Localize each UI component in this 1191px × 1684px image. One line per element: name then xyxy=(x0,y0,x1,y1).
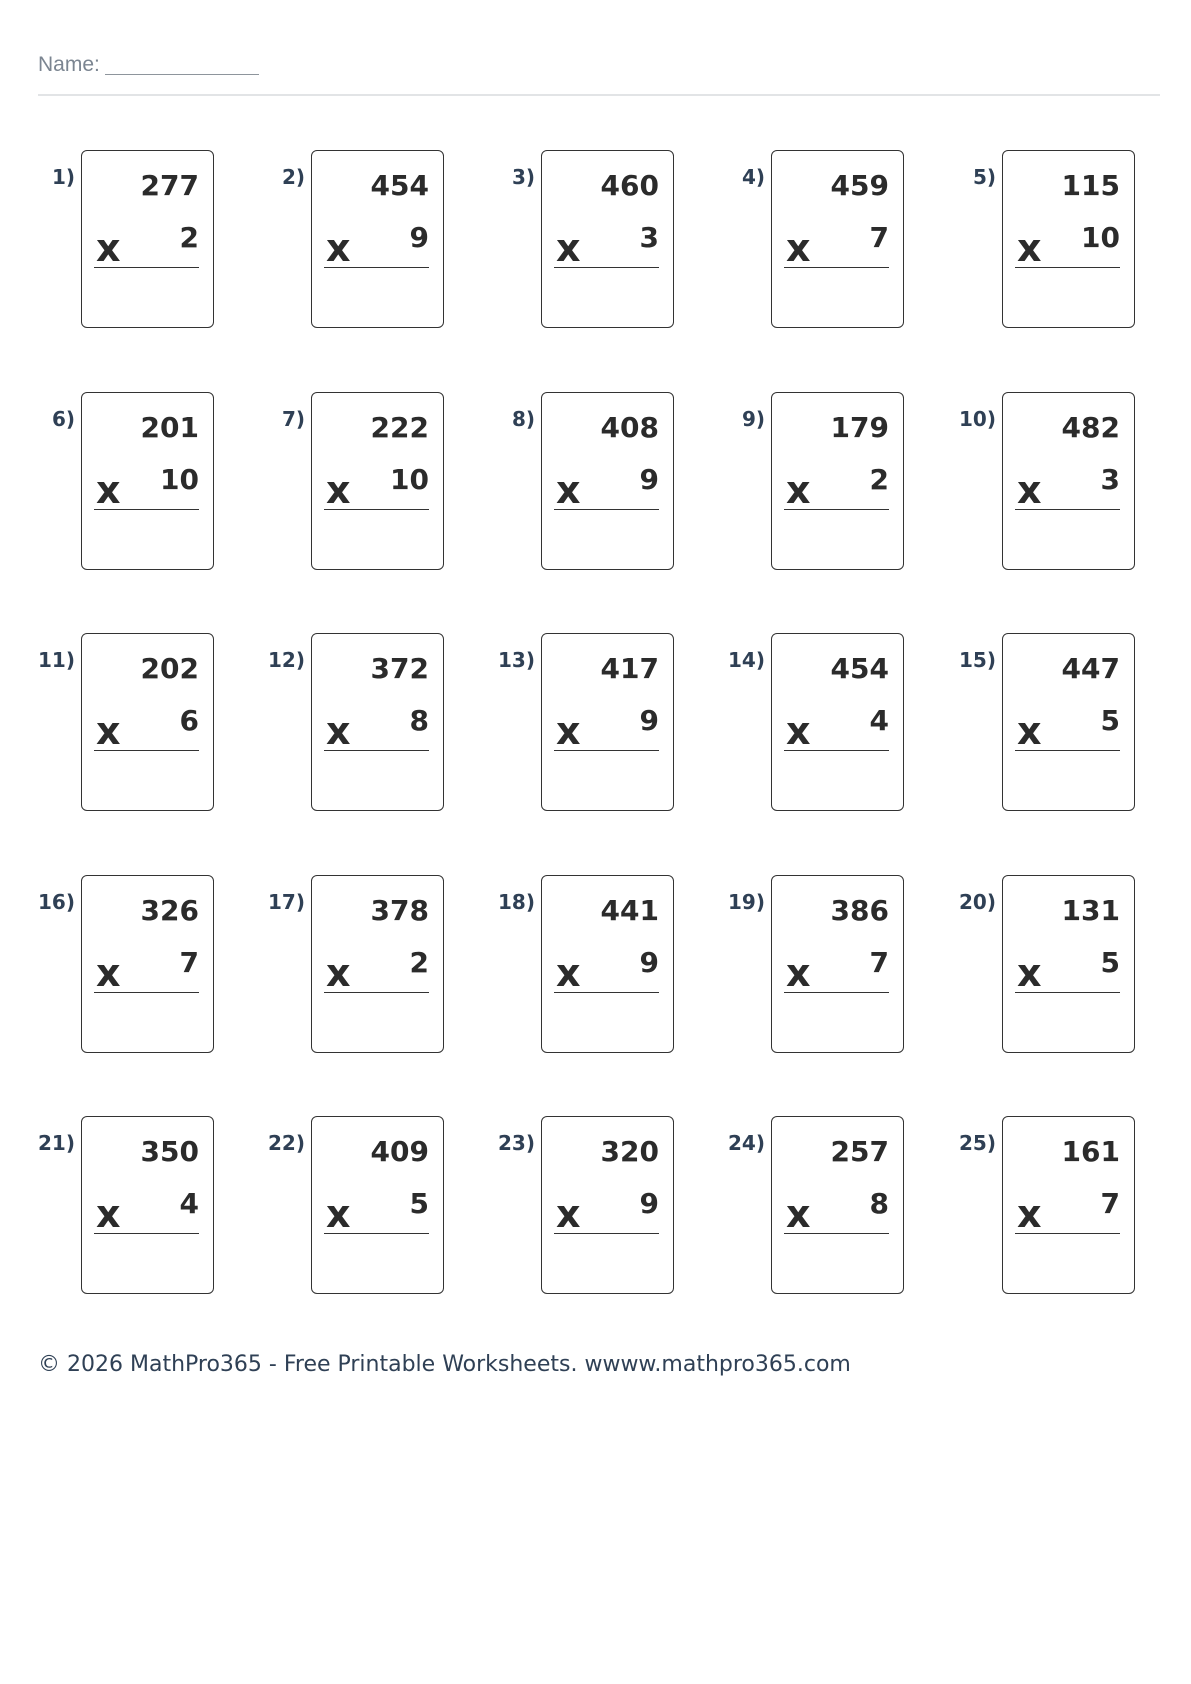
answer-line xyxy=(554,750,659,751)
problem-card xyxy=(771,150,904,328)
multiply-sign: x xyxy=(1017,1192,1042,1236)
problem-25 xyxy=(906,1116,1136,1296)
multiply-sign: x xyxy=(786,468,811,512)
multiplicand: 201 xyxy=(140,411,199,444)
answer-line xyxy=(784,267,889,268)
problem-card xyxy=(1002,633,1135,811)
problem-card xyxy=(771,875,904,1053)
problem-7 xyxy=(215,392,445,572)
multiply-sign: x xyxy=(1017,951,1042,995)
answer-line xyxy=(554,509,659,510)
multiply-sign: x xyxy=(556,226,581,270)
answer-line xyxy=(324,992,429,993)
multiplier: 3 xyxy=(1100,463,1120,496)
answer-line xyxy=(784,1233,889,1234)
multiplier: 3 xyxy=(639,221,659,254)
multiply-sign: x xyxy=(786,226,811,270)
multiplier: 5 xyxy=(1100,946,1120,979)
multiply-sign: x xyxy=(556,1192,581,1236)
multiply-sign: x xyxy=(556,951,581,995)
problem-number: 3) xyxy=(511,165,535,189)
multiplier: 4 xyxy=(179,1187,199,1220)
multiply-sign: x xyxy=(96,951,121,995)
answer-line xyxy=(554,992,659,993)
multiplicand: 482 xyxy=(1061,411,1120,444)
multiply-sign: x xyxy=(96,226,121,270)
answer-line xyxy=(1015,750,1120,751)
problem-number: 6) xyxy=(51,407,75,431)
answer-line xyxy=(324,267,429,268)
answer-line xyxy=(94,267,199,268)
problem-card xyxy=(771,1116,904,1294)
problem-11 xyxy=(0,633,215,813)
multiplicand: 447 xyxy=(1061,652,1120,685)
multiplicand: 460 xyxy=(600,169,659,202)
multiply-sign: x xyxy=(326,1192,351,1236)
answer-line xyxy=(554,267,659,268)
answer-line xyxy=(94,1233,199,1234)
multiply-sign: x xyxy=(556,709,581,753)
multiplicand: 350 xyxy=(140,1135,199,1168)
multiplier: 5 xyxy=(1100,704,1120,737)
multiplicand: 115 xyxy=(1061,169,1120,202)
multiply-sign: x xyxy=(96,1192,121,1236)
answer-line xyxy=(94,992,199,993)
answer-line xyxy=(784,750,889,751)
problem-number: 16) xyxy=(38,890,75,914)
multiplicand: 179 xyxy=(830,411,889,444)
multiplicand: 408 xyxy=(600,411,659,444)
problem-card xyxy=(81,392,214,570)
multiplier: 9 xyxy=(639,946,659,979)
multiplicand: 326 xyxy=(140,894,199,927)
answer-line xyxy=(1015,267,1120,268)
multiplier: 10 xyxy=(1081,221,1120,254)
multiplier: 7 xyxy=(869,221,889,254)
problem-20 xyxy=(906,875,1136,1055)
multiply-sign: x xyxy=(786,951,811,995)
answer-line xyxy=(324,1233,429,1234)
problem-card xyxy=(541,875,674,1053)
multiply-sign: x xyxy=(1017,226,1042,270)
problem-19 xyxy=(675,875,905,1055)
problem-18 xyxy=(445,875,675,1055)
footer-copyright: © 2026 MathPro365 - Free Printable Worksheets. wwww.mathpro365.com xyxy=(38,1352,851,1377)
multiplier: 5 xyxy=(409,1187,429,1220)
multiplier: 2 xyxy=(179,221,199,254)
problem-card xyxy=(1002,875,1135,1053)
multiplier: 8 xyxy=(409,704,429,737)
problem-24 xyxy=(675,1116,905,1296)
multiplier: 10 xyxy=(390,463,429,496)
name-label: Name: xyxy=(38,53,100,76)
problem-15 xyxy=(906,633,1136,813)
multiply-sign: x xyxy=(326,226,351,270)
answer-line xyxy=(1015,509,1120,510)
problem-21 xyxy=(0,1116,215,1296)
problem-13 xyxy=(445,633,675,813)
problem-22 xyxy=(215,1116,445,1296)
multiplicand: 459 xyxy=(830,169,889,202)
multiplicand: 378 xyxy=(370,894,429,927)
multiply-sign: x xyxy=(1017,709,1042,753)
problem-card xyxy=(81,633,214,811)
answer-line xyxy=(94,509,199,510)
multiply-sign: x xyxy=(326,951,351,995)
problem-4 xyxy=(675,150,905,330)
problem-23 xyxy=(445,1116,675,1296)
problem-number: 5) xyxy=(972,165,996,189)
multiplicand: 202 xyxy=(140,652,199,685)
multiplier: 7 xyxy=(179,946,199,979)
problem-card xyxy=(1002,150,1135,328)
problem-number: 20) xyxy=(959,890,996,914)
problem-card xyxy=(541,392,674,570)
problem-6 xyxy=(0,392,215,572)
problem-1 xyxy=(0,150,215,330)
multiplier: 7 xyxy=(1100,1187,1120,1220)
problem-3 xyxy=(445,150,675,330)
multiplier: 6 xyxy=(179,704,199,737)
problem-8 xyxy=(445,392,675,572)
multiplicand: 372 xyxy=(370,652,429,685)
multiply-sign: x xyxy=(1017,468,1042,512)
multiplier: 4 xyxy=(869,704,889,737)
multiplicand: 409 xyxy=(370,1135,429,1168)
problem-card xyxy=(771,392,904,570)
problem-number: 12) xyxy=(268,648,305,672)
problem-16 xyxy=(0,875,215,1055)
problem-number: 9) xyxy=(741,407,765,431)
multiplicand: 417 xyxy=(600,652,659,685)
problem-12 xyxy=(215,633,445,813)
problem-2 xyxy=(215,150,445,330)
problem-number: 4) xyxy=(741,165,765,189)
multiplicand: 441 xyxy=(600,894,659,927)
problem-number: 22) xyxy=(268,1131,305,1155)
multiplicand: 161 xyxy=(1061,1135,1120,1168)
problem-card xyxy=(311,633,444,811)
multiplicand: 277 xyxy=(140,169,199,202)
problem-number: 14) xyxy=(728,648,765,672)
problem-card xyxy=(311,392,444,570)
multiply-sign: x xyxy=(326,709,351,753)
problem-17 xyxy=(215,875,445,1055)
problem-10 xyxy=(906,392,1136,572)
multiply-sign: x xyxy=(96,709,121,753)
problem-5 xyxy=(906,150,1136,330)
multiplier: 9 xyxy=(639,1187,659,1220)
problem-number: 2) xyxy=(281,165,305,189)
multiplicand: 131 xyxy=(1061,894,1120,927)
answer-line xyxy=(784,509,889,510)
problem-number: 13) xyxy=(498,648,535,672)
multiplicand: 454 xyxy=(370,169,429,202)
problem-card xyxy=(541,150,674,328)
multiply-sign: x xyxy=(786,709,811,753)
answer-line xyxy=(94,750,199,751)
multiplier: 7 xyxy=(869,946,889,979)
answer-line xyxy=(324,509,429,510)
problem-number: 21) xyxy=(38,1131,75,1155)
multiplier: 9 xyxy=(639,463,659,496)
multiply-sign: x xyxy=(556,468,581,512)
problem-card xyxy=(541,633,674,811)
answer-line xyxy=(784,992,889,993)
problem-card xyxy=(311,875,444,1053)
multiplier: 9 xyxy=(639,704,659,737)
problem-number: 17) xyxy=(268,890,305,914)
multiplicand: 386 xyxy=(830,894,889,927)
multiplicand: 320 xyxy=(600,1135,659,1168)
answer-line xyxy=(1015,992,1120,993)
problem-number: 8) xyxy=(511,407,535,431)
problem-card xyxy=(541,1116,674,1294)
problem-card xyxy=(771,633,904,811)
problem-card xyxy=(81,1116,214,1294)
problem-card xyxy=(1002,1116,1135,1294)
multiplicand: 257 xyxy=(830,1135,889,1168)
answer-line xyxy=(324,750,429,751)
problem-number: 19) xyxy=(728,890,765,914)
multiplicand: 222 xyxy=(370,411,429,444)
problem-number: 25) xyxy=(959,1131,996,1155)
multiply-sign: x xyxy=(326,468,351,512)
problem-card xyxy=(311,1116,444,1294)
multiply-sign: x xyxy=(786,1192,811,1236)
problem-number: 1) xyxy=(51,165,75,189)
multiplier: 8 xyxy=(869,1187,889,1220)
problem-card xyxy=(81,150,214,328)
problem-9 xyxy=(675,392,905,572)
problem-number: 18) xyxy=(498,890,535,914)
problem-number: 15) xyxy=(959,648,996,672)
multiplier: 2 xyxy=(409,946,429,979)
multiplicand: 454 xyxy=(830,652,889,685)
problem-number: 23) xyxy=(498,1131,535,1155)
multiplier: 10 xyxy=(160,463,199,496)
problem-card xyxy=(311,150,444,328)
multiplier: 2 xyxy=(869,463,889,496)
multiplier: 9 xyxy=(409,221,429,254)
problem-number: 11) xyxy=(38,648,75,672)
problem-number: 7) xyxy=(281,407,305,431)
multiply-sign: x xyxy=(96,468,121,512)
answer-line xyxy=(1015,1233,1120,1234)
answer-line xyxy=(554,1233,659,1234)
problem-card xyxy=(81,875,214,1053)
problem-14 xyxy=(675,633,905,813)
problem-card xyxy=(1002,392,1135,570)
problem-number: 24) xyxy=(728,1131,765,1155)
problem-number: 10) xyxy=(959,407,996,431)
